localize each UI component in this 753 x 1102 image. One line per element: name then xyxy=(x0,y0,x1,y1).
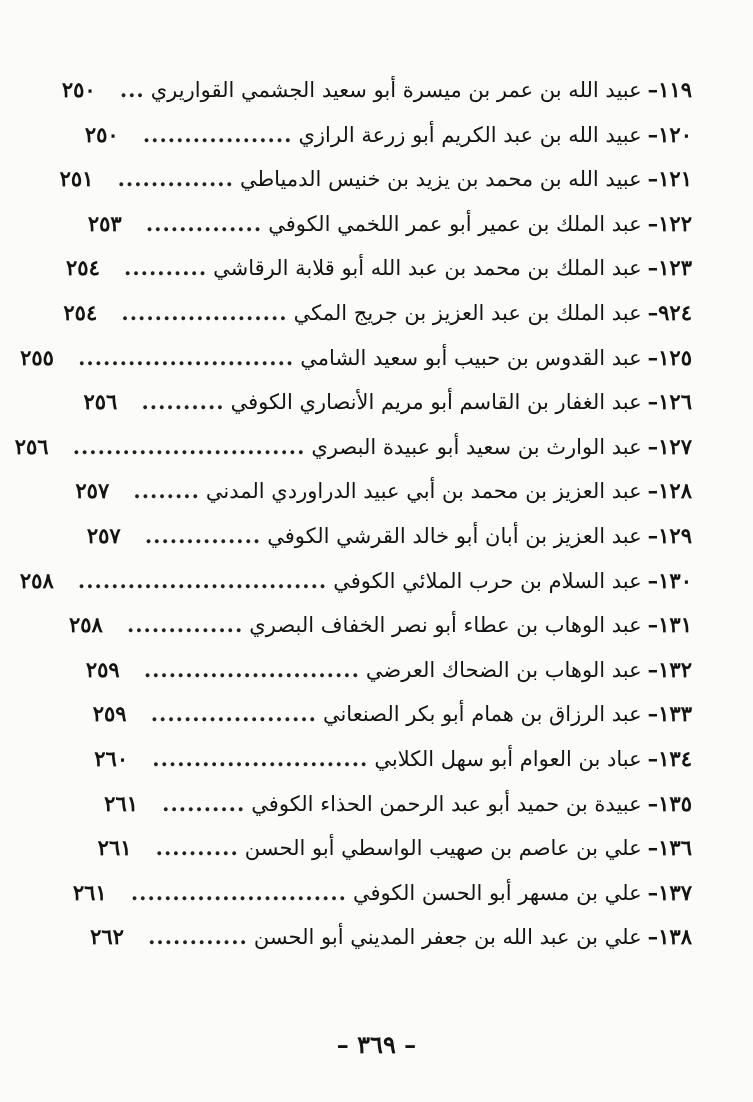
entry-title: عبد العزيز بن أبان أبو خالد القرشي الكوفي xyxy=(267,523,642,548)
dot-leader: .......... xyxy=(141,389,225,415)
entry-number: ١٢٥– xyxy=(647,344,692,370)
dot-leader: .............................. xyxy=(77,567,328,593)
toc-entry-125 xyxy=(20,336,692,381)
toc-entry-136 xyxy=(97,826,692,871)
entry-title: عبد الوهاب بن الضحاك العرضي xyxy=(365,657,642,682)
table-of-contents xyxy=(14,68,692,960)
entry-title: عبد الملك بن عبد العزيز بن جريج المكي xyxy=(293,300,642,325)
entry-page-number: ٢٦١ xyxy=(97,835,132,861)
entry-number: ١٣٨– xyxy=(647,924,692,950)
entry-title: عبد القدوس بن حبيب أبو سعيد الشامي xyxy=(300,345,642,370)
entry-title: علي بن عبد الله بن جعفر المديني أبو الحسن xyxy=(253,925,642,950)
entry-number: ١١٩– xyxy=(647,77,692,102)
entry-number: ١٢٢– xyxy=(647,210,692,236)
toc-entry-131 xyxy=(68,603,692,648)
toc-entry-132 xyxy=(85,648,692,693)
entry-page-number: ٢٦١ xyxy=(72,879,107,905)
dot-leader: .......................... xyxy=(143,656,360,682)
entry-page-number: ٢٦٠ xyxy=(94,745,129,771)
dot-leader: .......... xyxy=(155,835,239,861)
entry-title: عبد الوهاب بن عطاء أبو نصر الخفاف البصري xyxy=(249,613,642,638)
entry-title: عبيدة بن حميد أبو عبد الرحمن الحذاء الكوفي xyxy=(251,791,642,816)
entry-page-number: ٢٦٢ xyxy=(90,924,124,950)
dot-leader: .................. xyxy=(142,121,293,147)
entry-title: علي بن مسهر أبو الحسن الكوفي xyxy=(352,880,642,905)
toc-entry-120 xyxy=(84,113,692,158)
entry-number: ١٢٧– xyxy=(647,433,692,459)
entry-title: عبد الغفار بن القاسم أبو مريم الأنصاري الكوفي xyxy=(230,390,642,415)
entry-page-number: ٢٥٦ xyxy=(14,433,49,459)
dot-leader: .......................... xyxy=(152,745,369,771)
entry-page-number: ٢٥٨ xyxy=(68,612,103,638)
entry-number: ١٣٢– xyxy=(647,656,692,682)
dot-leader: .......................... xyxy=(130,879,347,905)
dot-leader: .......................... xyxy=(78,344,295,370)
entry-title: عباد بن العوام أبو سهل الكلابي xyxy=(374,746,642,771)
entry-number: ١٢٨– xyxy=(647,478,692,504)
dot-leader: ............................ xyxy=(72,433,306,459)
entry-number: ١٢٦– xyxy=(647,389,692,415)
toc-entry-128 xyxy=(75,469,692,514)
entry-number: ١٣٣– xyxy=(647,701,692,727)
entry-title: عبد الرزاق بن همام أبو بكر الصنعاني xyxy=(322,702,642,727)
dot-leader: .......... xyxy=(124,255,208,281)
entry-page-number: ٢٥٩ xyxy=(85,656,120,682)
entry-page-number: ٢٥٩ xyxy=(92,701,127,727)
entry-number: ١٢٣– xyxy=(647,255,692,281)
toc-entry-121 xyxy=(59,157,692,202)
dot-leader: .............. xyxy=(117,166,234,192)
entry-number: ١٣٤– xyxy=(647,745,692,771)
toc-entry-130 xyxy=(19,559,692,604)
entry-number: ٩٢٤– xyxy=(647,299,692,325)
toc-entry-133 xyxy=(92,692,692,737)
entry-number: ١٣٠– xyxy=(647,567,692,593)
toc-entry-119 xyxy=(61,68,692,113)
dot-leader: .............. xyxy=(126,612,244,638)
entry-title: عبيد الله بن عبد الكريم أبو زرعة الرازي xyxy=(298,122,642,147)
entry-number: ١٣١– xyxy=(647,612,692,638)
dot-leader: .............. xyxy=(145,210,263,236)
entry-page-number: ٢٥٠ xyxy=(61,77,96,102)
toc-entry-123 xyxy=(66,246,692,291)
entry-title: عبد الملك بن محمد بن عبد الله أبو قلابة الرقاشي xyxy=(213,256,642,281)
entry-page-number: ٢٥٥ xyxy=(20,344,54,370)
entry-page-number: ٢٥٧ xyxy=(75,478,110,504)
toc-entry-122 xyxy=(87,202,692,247)
entry-page-number: ٢٥٨ xyxy=(19,567,54,593)
entry-page-number: ٢٥٣ xyxy=(87,210,122,236)
toc-entry-134 xyxy=(94,737,692,782)
entry-page-number: ٢٦١ xyxy=(104,790,139,816)
entry-title: عبيد الله بن محمد بن يزيد بن خنيس الدمياطي xyxy=(239,167,642,192)
entry-number: ١٢٠– xyxy=(647,121,692,147)
entry-number: ١٣٥– xyxy=(647,790,692,816)
entry-page-number: ٢٥٧ xyxy=(86,522,121,548)
entry-number: ١٣٧– xyxy=(647,879,692,905)
toc-entry-127 xyxy=(14,425,692,470)
toc-entry-129 xyxy=(86,514,692,559)
entry-page-number: ٢٥٤ xyxy=(63,299,98,325)
toc-entry-135 xyxy=(104,782,692,827)
toc-entry-137 xyxy=(72,871,692,916)
entry-page-number: ٢٥٤ xyxy=(66,255,100,281)
entry-page-number: ٢٥٦ xyxy=(83,389,118,415)
toc-entry-138 xyxy=(90,915,692,960)
entry-number: ١٢٩– xyxy=(647,522,692,548)
entry-title: عبد السلام بن حرب الملائي الكوفي xyxy=(333,568,642,593)
toc-entry-126 xyxy=(83,380,692,425)
entry-page-number: ٢٥١ xyxy=(59,166,94,192)
dot-leader: .......... xyxy=(162,790,246,816)
entry-title: عبد العزيز بن محمد بن أبي عبيد الدراوردي المدني xyxy=(205,479,642,504)
dot-leader: ... xyxy=(119,77,145,102)
entry-title: علي بن عاصم بن صهيب الواسطي أبو الحسن xyxy=(244,836,642,861)
dot-leader: .................... xyxy=(121,299,288,325)
entry-title: عبد الملك بن عمير أبو عمر اللخمي الكوفي xyxy=(268,211,642,236)
entry-title: عبد الوارث بن سعيد أبو عبيدة البصري xyxy=(311,434,642,459)
toc-entry-124 xyxy=(63,291,692,336)
dot-leader: ............ xyxy=(148,924,248,950)
dot-leader: .............. xyxy=(144,522,262,548)
entry-number: ١٣٦– xyxy=(647,835,692,861)
entry-page-number: ٢٥٠ xyxy=(84,121,119,147)
dot-leader: .................... xyxy=(150,701,317,727)
entry-title: عبيد الله بن عمر بن ميسرة أبو سعيد الجشمي القواريري xyxy=(150,78,642,102)
dot-leader: ........ xyxy=(133,478,200,504)
entry-number: ١٢١– xyxy=(647,166,692,192)
page-footer-number: – ٣٦٩ – xyxy=(336,1030,417,1059)
